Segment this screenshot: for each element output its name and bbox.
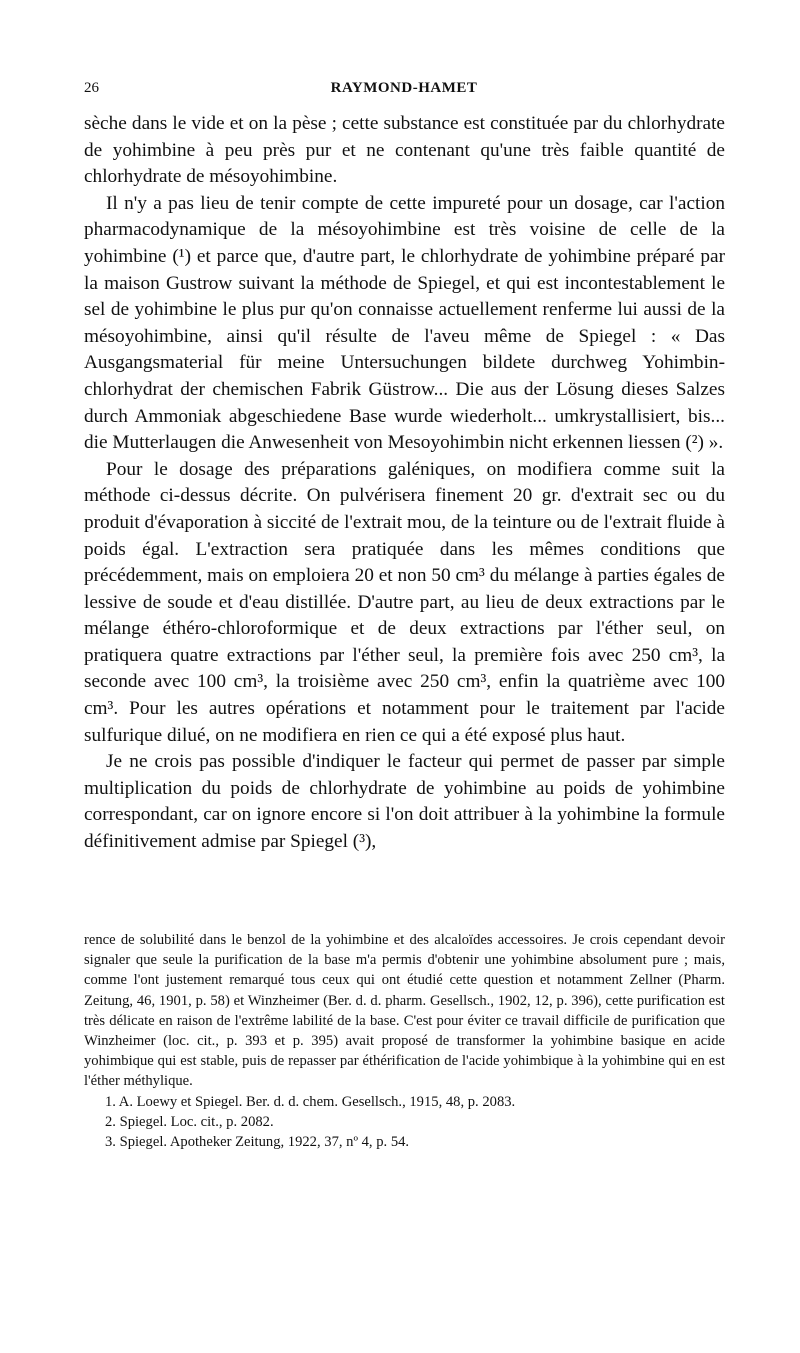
running-head: RAYMOND-HAMET <box>330 80 478 96</box>
footnote-item: 2. Spiegel. Loc. cit., p. 2082. <box>105 1113 274 1130</box>
paragraph: Pour le dosage des préparations galéniques, on modifiera comme suit la méthode ci-dessus décrite. On pulvérisera finement 20 gr. d'extrait sec ou du produit d'évaporation à siccité de l'extrait mou, de la teinture ou de l'extrait fluide à poids égal. L'extraction sera pratiquée dans les mêmes conditions que précédemment, mais on emploiera 20 et non 50 cm³ du mélange à parties égales de lessive de soude et d'eau distillée. D'autre part, au lieu de deux extractions par le mélange éthéro-chloroformique et de deux extractions par l'éther seul, on pratiquera quatre extractions par l'éther seul, la première fois avec 250 cm³, la seconde avec 100 cm³, la troisième avec 250 cm³, enfin la quatrième avec 100 cm³. Pour les autres opérations et notamment pour le traitement par l'acide sulfurique dilué, on ne modifiera en rien ce qui a été exposé plus haut. <box>84 458 725 746</box>
footnote-item: 1. A. Loewy et Spiegel. Ber. d. d. chem. Gesellsch., 1915, 48, p. 2083. <box>105 1093 516 1110</box>
paragraph: sèche dans le vide et on la pèse ; cette substance est constituée par du chlorhydrate de yohimbine à peu près pur et ne contenant qu'une très faible quantité de chlorhydrate de mésoyohimbine. <box>84 113 725 188</box>
footnotes <box>84 930 725 1152</box>
page-header <box>84 80 724 100</box>
footnote-list <box>84 1092 725 1153</box>
footnote-continuation: rence de solubilité dans le benzol de la yohimbine et des alcaloïdes accessoires. Je crois cependant devoir signaler que seule la purification de la base m'a permis d'obtenir une yohimbine absolument pure ; mais, comme l'ont justement remarqué tous ceux qui ont étudié cette question et notamment Zellner (Pharm. Zeitung, 46, 1901, p. 58) et Winzheimer (Ber. d. d. pharm. Gesellsch., 1902, 12, p. 396), cette purification est très délicate en raison de l'extrême labilité de la base. C'est pour éviter ce travail difficile de purification que Winzheimer (loc. cit., p. 393 et p. 395) avait proposé de transformer la yohimbine basique en acide yohimbique qui est stable, puis de repasser par éthérification de l'acide yohimbique à la yohimbine qui en est l'éther méthylique. <box>84 932 725 1090</box>
footnote-item: 3. Spiegel. Apotheker Zeitung, 1922, 37, nº 4, p. 54. <box>105 1134 410 1151</box>
paragraph: Il n'y a pas lieu de tenir compte de cette impureté pour un dosage, car l'action pharmacodynamique de la mésoyohimbine est très voisine de celle de la yohimbine (¹) et parce que, d'autre part, le chlorhydrate de yohimbine préparé par la maison Gustrow suivant la méthode de Spiegel, et qui est incontestablement le sel de yohimbine le plus pur qu'on connaisse actuellement renferme lui aussi de la mésoyohimbine, ainsi qu'il résulte de l'aveu même de Spiegel : « Das Ausgangsmaterial für meine Untersuchungen bildete durchweg Yohimbin-chlorhydrat der chemischen Fabrik Güstrow... Die aus der Lösung dieses Salzes durch Ammoniak abgeschiedene Base wurde wiederholt... umkrystallisiert, bis... die Mutterlaugen die Anwesenheit von Mesoyohimbin nicht erkennen liessen (²) ». <box>84 192 725 454</box>
page-number: 26 <box>84 80 99 96</box>
body-text <box>84 111 725 856</box>
paragraph: Je ne crois pas possible d'indiquer le facteur qui permet de passer par simple multiplication du poids de chlorhydrate de yohimbine au poids de yohimbine correspondant, car on ignore encore si l'on doit attribuer à la yohimbine la formule définitivement admise par Spiegel (³), <box>84 751 725 853</box>
